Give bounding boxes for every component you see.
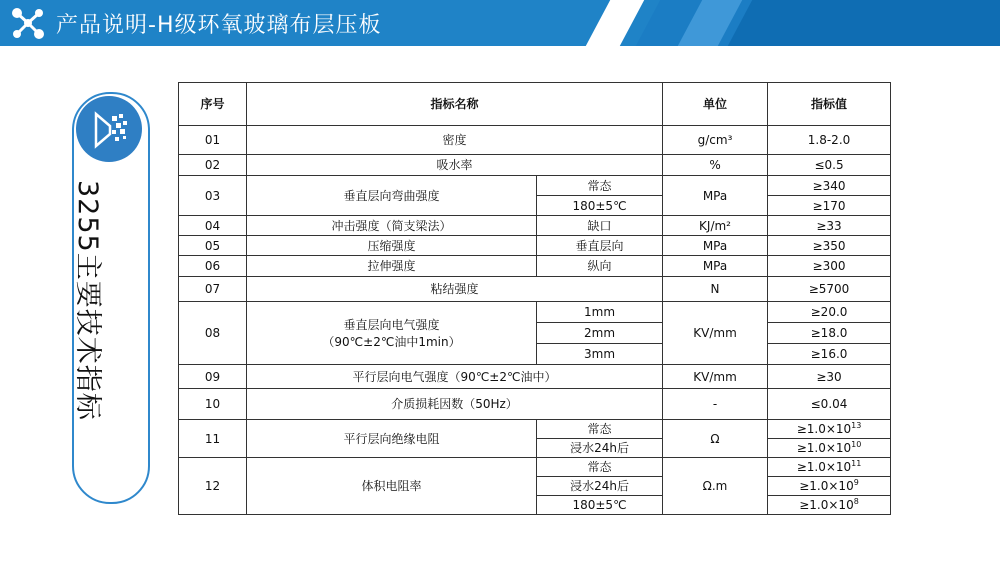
spec-table (178, 82, 891, 515)
side-label: 3255主要技术指标 (72, 180, 103, 421)
row-name-line1: 垂直层向电气强度 (343, 317, 440, 332)
row-value: ≥20.0 (768, 302, 891, 323)
row-condition: 180±5℃ (537, 496, 663, 515)
row-no: 02 (179, 155, 247, 176)
row-condition: 2mm (537, 323, 663, 344)
row-value: ≥18.0 (768, 323, 891, 344)
row-name: 吸水率 (247, 155, 663, 176)
row-unit: g/cm³ (663, 126, 768, 155)
row-name: 拉伸强度 (247, 256, 537, 277)
row-condition: 1mm (537, 302, 663, 323)
row-value: $\ge 1.0\times 10^{10}$ (768, 439, 891, 458)
table-row (179, 365, 891, 389)
row-name: 粘结强度 (247, 277, 663, 302)
row-value: 1.8-2.0 (768, 126, 891, 155)
row-condition: 180±5℃ (537, 196, 663, 216)
table-header-row (179, 83, 891, 126)
header-cell-no: 序号 (179, 83, 247, 126)
header-bar (0, 0, 1000, 46)
side-icon-badge (76, 96, 142, 162)
table-row (179, 302, 891, 323)
table-row (179, 126, 891, 155)
table-row (179, 155, 891, 176)
row-value: $\ge 1.0\times 10^9$ (768, 477, 891, 496)
row-value: ≥350 (768, 236, 891, 256)
row-no: 07 (179, 277, 247, 302)
row-unit: MPa (663, 256, 768, 277)
row-unit: Ω.m (663, 458, 768, 515)
row-value: ≥30 (768, 365, 891, 389)
row-unit: N (663, 277, 768, 302)
row-no: 09 (179, 365, 247, 389)
row-unit: - (663, 389, 768, 420)
row-value: ≤0.04 (768, 389, 891, 420)
table-row (179, 236, 891, 256)
row-value: ≥300 (768, 256, 891, 277)
row-unit: Ω (663, 420, 768, 458)
row-value: ≥33 (768, 216, 891, 236)
row-condition: 常态 (537, 176, 663, 196)
row-name: 体积电阻率 (247, 458, 537, 515)
header-cell-name: 指标名称 (247, 83, 663, 126)
row-condition: 3mm (537, 344, 663, 365)
row-name (247, 302, 537, 365)
row-name: 平行层向电气强度（90℃±2℃油中） (247, 365, 663, 389)
row-name: 密度 (247, 126, 663, 155)
table-row (179, 176, 891, 196)
row-unit: KV/mm (663, 302, 768, 365)
row-name-line2: （90℃±2℃油中1min） (322, 334, 461, 349)
row-unit: MPa (663, 176, 768, 216)
header-stripe (728, 0, 1000, 46)
row-no: 05 (179, 236, 247, 256)
row-name: 介质损耗因数（50Hz） (247, 389, 663, 420)
row-condition: 缺口 (537, 216, 663, 236)
row-unit: % (663, 155, 768, 176)
row-value: $\ge 1.0\times 10^{13}$ (768, 420, 891, 439)
row-name: 垂直层向弯曲强度 (247, 176, 537, 216)
table-row (179, 389, 891, 420)
row-value: $\ge 1.0\times 10^{11}$ (768, 458, 891, 477)
row-name: 冲击强度（简支梁法） (247, 216, 537, 236)
table-row (179, 420, 891, 439)
row-condition: 纵向 (537, 256, 663, 277)
page-title: 产品说明-H级环氧玻璃布层压板 (56, 13, 382, 38)
row-no: 10 (179, 389, 247, 420)
row-condition: 常态 (537, 458, 663, 477)
dispersion-icon (76, 96, 142, 162)
table-row (179, 277, 891, 302)
table-row (179, 256, 891, 277)
table-row (179, 216, 891, 236)
row-value: ≥5700 (768, 277, 891, 302)
row-unit: KV/mm (663, 365, 768, 389)
row-no: 08 (179, 302, 247, 365)
row-name: 平行层向绝缘电阻 (247, 420, 537, 458)
row-no: 01 (179, 126, 247, 155)
header-cell-unit: 单位 (663, 83, 768, 126)
row-condition: 浸水24h后 (537, 477, 663, 496)
header-stripe (586, 0, 644, 46)
row-no: 11 (179, 420, 247, 458)
row-no: 12 (179, 458, 247, 515)
row-unit: MPa (663, 236, 768, 256)
row-value: ≥170 (768, 196, 891, 216)
row-no: 04 (179, 216, 247, 236)
header-cell-value: 指标值 (768, 83, 891, 126)
row-value: ≥16.0 (768, 344, 891, 365)
row-condition: 垂直层向 (537, 236, 663, 256)
row-unit: KJ/m² (663, 216, 768, 236)
row-name: 压缩强度 (247, 236, 537, 256)
row-no: 06 (179, 256, 247, 277)
molecule-logo-icon (10, 6, 46, 40)
row-no: 03 (179, 176, 247, 216)
row-value: $\ge 1.0\times 10^8$ (768, 496, 891, 515)
row-value: ≥340 (768, 176, 891, 196)
row-condition: 浸水24h后 (537, 439, 663, 458)
row-value: ≤0.5 (768, 155, 891, 176)
table-row (179, 458, 891, 477)
row-condition: 常态 (537, 420, 663, 439)
